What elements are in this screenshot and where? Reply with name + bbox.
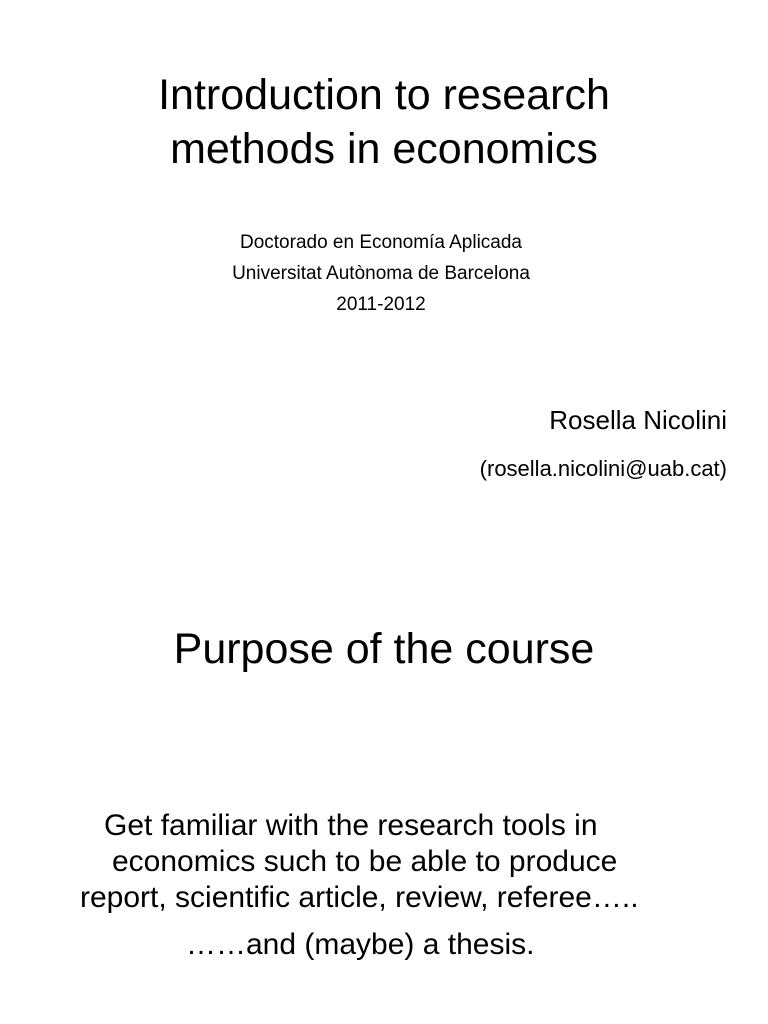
purpose-body [0,808,768,963]
purpose-line-2: economics such to be able to produce [112,845,618,878]
program-name: Doctorado en Economía Aplicada [239,232,522,253]
purpose-slide [0,560,768,1024]
purpose-line-3: report, scientific article, review, referee….. [80,881,639,914]
academic-year: 2011-2012 [336,294,426,315]
purpose-line-1: Get familiar with the research tools in [104,809,598,842]
purpose-heading: Purpose of the course [173,625,595,673]
university-name: Universitat Autònoma de Barcelona [232,263,530,284]
purpose-line-4: ……and (maybe) a thesis. [186,928,535,961]
course-info [0,227,762,320]
slide-title-line-2: methods in economics [170,125,598,173]
slide-title [0,68,768,176]
author-name: Rosella Nicolini [549,405,727,435]
slide-title-line-1: Introduction to research [158,71,610,119]
author-email: (rosella.nicolini@uab.cat) [479,456,727,481]
